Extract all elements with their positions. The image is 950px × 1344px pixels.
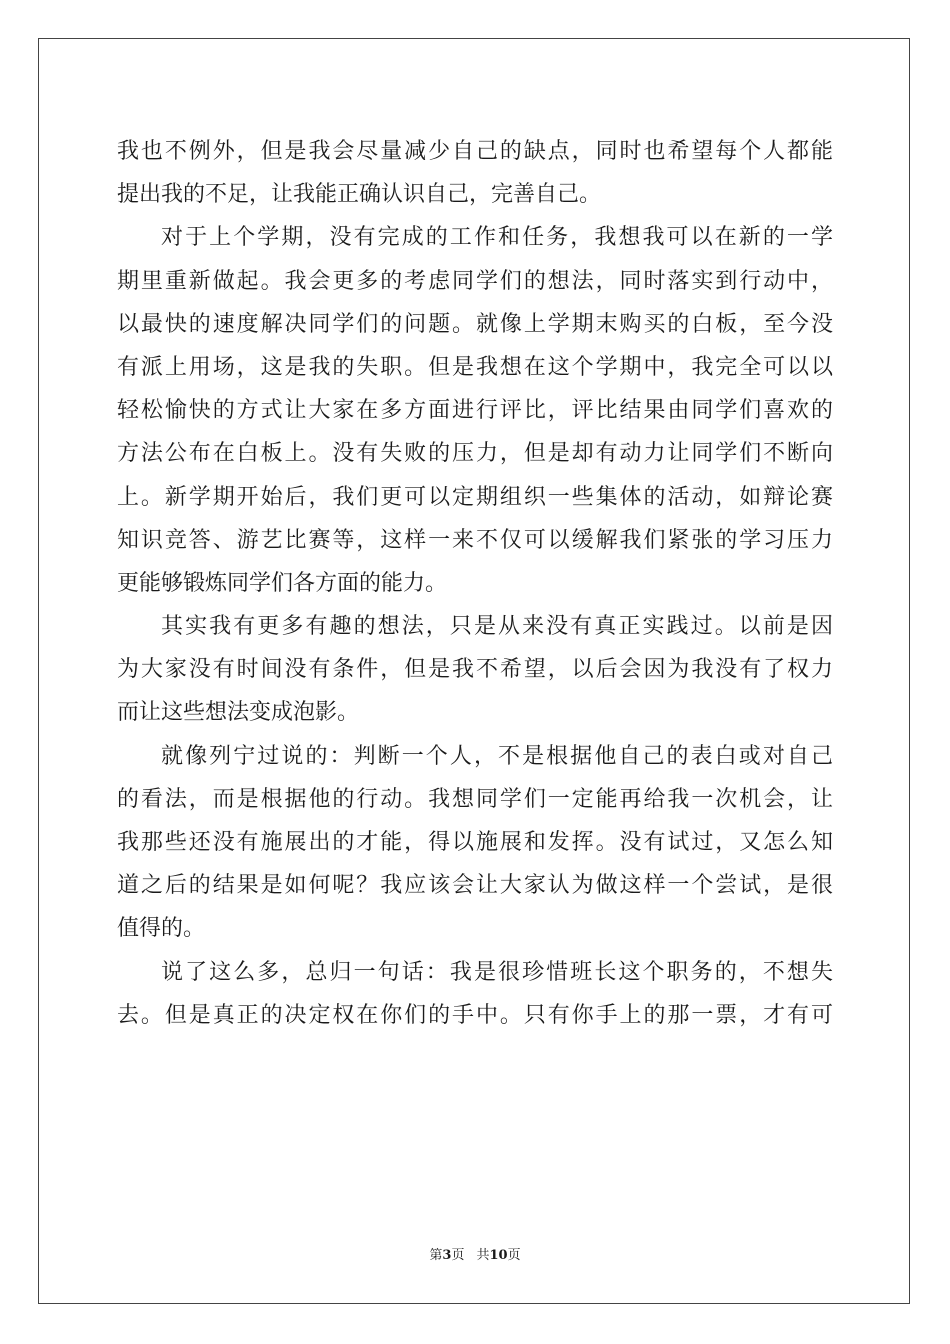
text-line: 知识竞答、游艺比赛等，这样一来不仅可以缓解我们紧张的学习压力 [117,527,833,553]
total-pages: 10 [489,1248,508,1263]
text-line: 上。新学期开始后，我们更可以定期组织一些集体的活动，如辩论赛 [117,484,833,510]
text-line: 有派上用场，这是我的失职。但是我想在这个学期中，我完全可以以 [117,354,833,380]
text-line: 对于上个学期，没有完成的工作和任务，我想我可以在新的一学 [161,225,833,251]
text-line: 期里重新做起。我会更多的考虑同学们的想法，同时落实到行动中， [117,268,833,294]
text-line: 更能够锻炼同学们各方面的能力。 [117,570,448,596]
page-prefix: 第 [429,1248,443,1263]
text-line: 我那些还没有施展出的才能，得以施展和发挥。没有试过，又怎么知 [117,830,833,855]
total-suffix: 页 [507,1248,521,1263]
page-footer [0,1246,950,1266]
text-line: 去。但是真正的决定权在你们的手中。只有你手上的那一票，才有可 [117,1002,833,1028]
text-line: 为大家没有时间没有条件，但是我不希望，以后会因为我没有了权力 [117,657,833,683]
text-line: 其实我有更多有趣的想法，只是从来没有真正实践过。以前是因 [161,614,833,640]
page-suffix: 页 [451,1248,465,1263]
text-line: 方法公布在白板上。没有失败的压力，但是却有动力让同学们不断向 [117,441,833,467]
document-body [117,130,833,1037]
text-line: 的看法，而是根据他的行动。我想同学们一定能再给我一次机会，让 [117,786,833,812]
page-number: 3 [442,1248,452,1263]
text-line: 道之后的结果是如何呢？我应该会让大家认为做这样一个尝试，是很 [117,873,833,899]
text-line: 说了这么多，总归一句话：我是很珍惜班长这个职务的，不想失 [161,959,833,985]
text-line: 就像列宁过说的：判断一个人，不是根据他自己的表白或对自己 [161,743,833,769]
total-prefix: 共 [476,1248,490,1263]
text-line: 提出我的不足，让我能正确认识自己，完善自己。 [117,182,602,208]
text-line: 轻松愉快的方式让大家在多方面进行评比，评比结果由同学们喜欢的 [117,398,833,424]
text-line: 值得的。 [117,916,206,942]
text-line: 而让这些想法变成泡影。 [117,700,360,726]
text-line: 以最快的速度解决同学们的问题。就像上学期末购买的白板，至今没 [117,311,833,337]
text-line: 我也不例外，但是我会尽量减少自己的缺点，同时也希望每个人都能 [117,139,833,164]
